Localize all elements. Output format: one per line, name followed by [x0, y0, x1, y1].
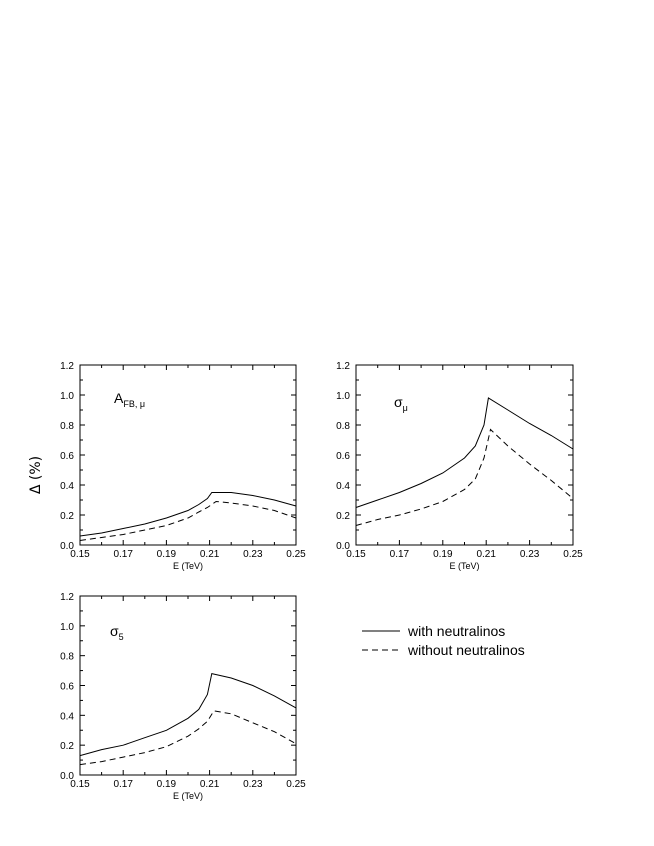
x-tick-label: 0.21: [476, 549, 496, 560]
y-tick-label: 0.2: [60, 511, 74, 522]
series-with-neutralinos: [80, 493, 296, 537]
y-tick-label: 1.2: [60, 592, 74, 603]
y-tick-label: 0.0: [60, 771, 74, 782]
x-tick-label: 0.15: [70, 779, 90, 790]
x-tick-label: 0.19: [433, 549, 453, 560]
y-tick-label: 0.2: [336, 511, 350, 522]
series-without-neutralinos: [80, 711, 296, 765]
x-tick-label: 0.21: [199, 549, 220, 560]
y-tick-label: 1.0: [336, 391, 350, 402]
chart-panel-3: [60, 592, 306, 801]
x-tick-label: 0.25: [563, 549, 583, 560]
x-tick-label: 0.15: [346, 549, 366, 560]
x-tick-label: 0.25: [286, 549, 306, 560]
x-tick-label: 0.17: [113, 549, 133, 560]
series-with-neutralinos: [356, 398, 573, 508]
panel-annotation: $\sigma_5$: [110, 623, 124, 642]
x-axis-label: E (TeV): [449, 561, 480, 571]
x-tick-label: 0.23: [243, 779, 263, 790]
panel-annotation: $A_{FB, \mu}$: [114, 390, 146, 409]
chart-panel-1: [28, 361, 306, 571]
x-tick-label: 0.21: [199, 779, 220, 790]
y-tick-label: 0.4: [336, 481, 350, 492]
y-tick-label: 1.0: [60, 621, 74, 633]
y-tick-label: 0.0: [336, 541, 350, 552]
plot-frame: [356, 365, 573, 545]
legend-label-without: without neutralinos: [408, 642, 525, 658]
x-axis-label: E (TeV): [172, 791, 204, 801]
y-tick-label: 0.6: [60, 451, 74, 462]
series-with-neutralinos: [80, 674, 296, 756]
x-tick-label: 0.17: [389, 549, 410, 560]
series-without-neutralinos: [356, 430, 573, 526]
y-tick-label: 0.8: [336, 421, 350, 432]
panel-annotation: $\sigma_\mu$: [394, 394, 408, 413]
y-tick-label: 0.8: [60, 651, 74, 663]
chart-panel-2: [336, 361, 583, 571]
y-tick-label: 0.8: [60, 421, 74, 432]
y-tick-label: 1.2: [336, 361, 350, 372]
x-tick-label: 0.25: [286, 779, 306, 790]
y-tick-label: 0.6: [336, 451, 350, 462]
y-tick-label: 0.4: [60, 711, 74, 723]
y-tick-label: 0.2: [60, 741, 74, 753]
x-tick-label: 0.19: [156, 549, 177, 560]
x-tick-label: 0.19: [156, 779, 177, 790]
x-tick-label: 0.23: [243, 549, 263, 560]
legend-label-with: with neutralinos: [408, 623, 506, 639]
panels-group: [28, 361, 583, 801]
legend: [362, 623, 525, 658]
x-axis-label: E (TeV): [172, 561, 204, 571]
y-tick-label: 0.6: [60, 681, 74, 693]
x-tick-label: 0.17: [113, 779, 133, 790]
y-tick-label: 1.0: [60, 391, 74, 402]
y-tick-label: 0.0: [60, 541, 74, 552]
y-tick-label: 1.2: [60, 361, 74, 372]
y-axis-label: Δ (%): [28, 455, 44, 495]
x-tick-label: 0.23: [519, 549, 540, 560]
x-tick-label: 0.15: [70, 549, 90, 560]
series-without-neutralinos: [80, 502, 296, 541]
y-tick-label: 0.4: [60, 481, 74, 492]
